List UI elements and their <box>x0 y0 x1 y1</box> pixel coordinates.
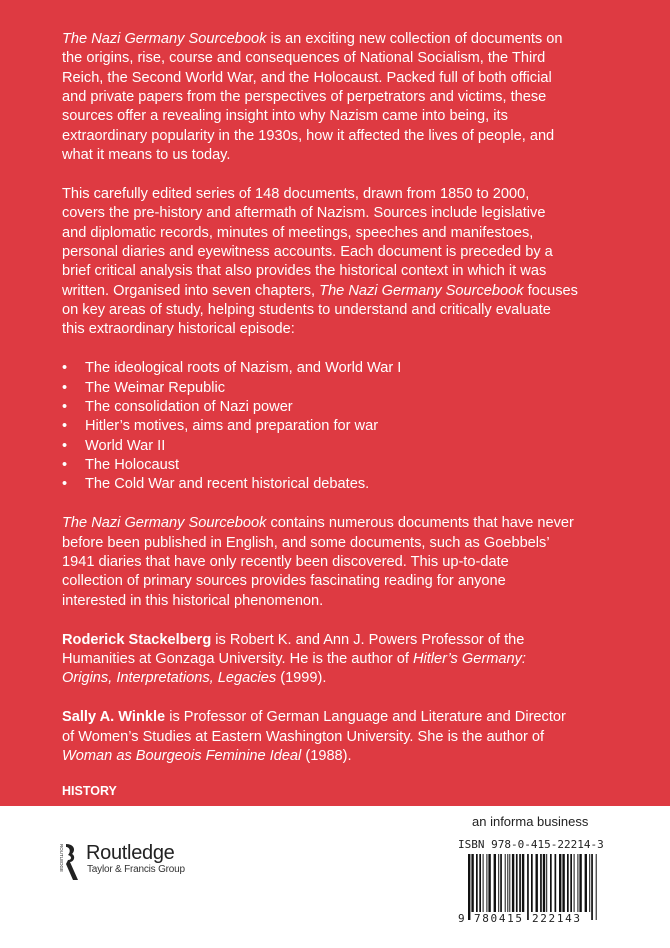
barcode-bar <box>507 854 508 912</box>
isbn-label: ISBN 978-0-415-22214-3 <box>458 838 604 851</box>
text-line <box>62 514 642 533</box>
barcode-bar <box>500 854 502 912</box>
cover-photo-credit: Cover photo: “Nazi Rally” © Popperfoto <box>62 824 245 837</box>
informa-tagline: an informa business <box>472 814 589 829</box>
text-line <box>62 224 642 243</box>
paragraph <box>62 514 642 611</box>
text-line <box>62 669 642 688</box>
text-segment: covers the pre-history and aftermath of Nazism. Sources include legislative <box>62 205 546 222</box>
text-segment: The Nazi Germany Sourcebook <box>62 515 267 532</box>
text-segment: collection of primary sources provides fascinating reading for anyone <box>62 573 506 590</box>
text-segment: brief critical analysis that also provides the historical context in which it was <box>62 263 547 280</box>
text-line <box>62 146 642 165</box>
barcode-bar <box>527 854 529 920</box>
routledge-logo-icon <box>56 842 82 882</box>
text-segment: Reich, the Second World War, and the Holocaust. Packed full of both official <box>62 69 552 86</box>
text-line <box>62 553 642 572</box>
text-segment: and private papers from the perspectives of perpetrators and victims, these <box>62 89 547 106</box>
text-line <box>62 708 642 727</box>
text-segment: on key areas of study, helping students to understand and critically evaluate <box>62 302 551 319</box>
text-segment: Sally A. Winkle <box>62 709 166 726</box>
barcode-bar <box>555 854 557 912</box>
barcode-bar <box>550 854 552 912</box>
barcode-bar <box>574 854 575 912</box>
barcode-bar <box>567 854 569 912</box>
barcode-bar <box>486 854 487 912</box>
text-segment: written. Organised into seven chapters, <box>62 282 320 299</box>
text-segment: what it means to us today. <box>62 147 231 164</box>
barcode-bar <box>479 854 481 912</box>
text-segment: personal diaries and eyewitness accounts. Each document is preceded by a <box>62 244 553 261</box>
barcode-bar <box>531 854 533 912</box>
barcode-bar <box>596 854 597 920</box>
barcode-bar <box>494 854 496 912</box>
text-line <box>62 534 642 553</box>
text-segment: of Women’s Studies at Eastern Washington University. She is the author of <box>62 728 545 745</box>
text-line <box>62 243 642 262</box>
text-segment: (1999). <box>276 670 327 687</box>
chapter-item: • World War II <box>62 437 642 456</box>
chapter-item: • The consolidation of Nazi power <box>62 398 642 417</box>
text-segment: 1941 diaries that have only recently been discovered. This up-to-date <box>62 554 509 571</box>
text-line <box>62 282 642 301</box>
text-segment: Hitler’s Germany: <box>412 651 526 667</box>
barcode-bar <box>512 854 514 912</box>
text-line <box>62 107 642 126</box>
chapter-list <box>62 359 642 494</box>
chapter-item: • The Cold War and recent historical debates. <box>62 475 642 494</box>
chapter-item: • The ideological roots of Nazism, and World War I <box>62 359 642 378</box>
chapter-item: • The Holocaust <box>62 456 642 475</box>
routledge-logo <box>56 842 185 882</box>
barcode-bar <box>579 854 581 912</box>
text-segment: is Professor of German Language and Literature and Director <box>165 709 566 726</box>
svg-text:ROUTLEDGE: ROUTLEDGE <box>59 844 64 873</box>
publisher-name: Routledge <box>86 842 175 864</box>
barcode-bar <box>516 854 518 912</box>
text-segment: the origins, rise, course and consequences of National Socialism, the Third <box>62 50 546 67</box>
barcode-bar <box>519 854 521 912</box>
text-segment: is Robert K. and Ann J. Powers Professor of the <box>211 631 525 648</box>
barcode-bar <box>585 854 587 912</box>
paragraph <box>62 30 642 165</box>
barcode-bar <box>540 854 542 912</box>
text-segment: This carefully edited series of 148 documents, drawn from 1850 to 2000, <box>62 186 530 202</box>
text-segment: extraordinary popularity in the 1930s, how it affected the lives of people, and <box>62 127 555 144</box>
text-segment: this extraordinary historical episode: <box>62 321 295 338</box>
barcode-bar <box>577 854 578 912</box>
isbn-barcode <box>458 854 598 924</box>
text-segment: (1988). <box>301 747 352 764</box>
text-line <box>62 301 642 320</box>
text-line <box>62 592 642 611</box>
text-line <box>62 30 642 49</box>
text-line <box>62 320 642 339</box>
text-line <box>62 747 642 766</box>
barcode-group2: 222143 <box>532 912 580 924</box>
barcode-bar <box>546 854 547 912</box>
subject-category: HISTORY <box>62 783 117 798</box>
barcode-bar <box>476 854 478 912</box>
text-line <box>62 262 642 281</box>
text-segment: Humanities at Gonzaga University. He is the author of <box>62 651 413 667</box>
text-segment: focuses <box>523 282 578 299</box>
text-line <box>62 49 642 68</box>
barcode-bar <box>570 854 572 912</box>
barcode-bar <box>509 854 510 912</box>
text-segment: Woman as Bourgeois Feminine Ideal <box>62 747 302 764</box>
text-segment: Roderick Stackelberg <box>62 631 212 648</box>
barcode-bar <box>559 854 561 912</box>
cover-text <box>62 30 642 841</box>
text-line <box>62 631 642 650</box>
barcode-bar <box>562 854 564 912</box>
text-line <box>62 650 642 669</box>
barcode-bar <box>505 854 506 912</box>
barcode-bar <box>468 854 470 920</box>
text-segment: The Nazi Germany Sourcebook <box>319 282 524 299</box>
barcode-bar <box>591 854 593 920</box>
text-segment: Origins, Interpretations, Legacies <box>62 670 277 687</box>
text-segment: The Nazi Germany Sourcebook <box>62 31 267 47</box>
publisher-group: Taylor & Francis Group <box>87 864 185 875</box>
text-segment: interested in this historical phenomenon. <box>62 592 324 609</box>
closing-text <box>62 514 642 766</box>
text-segment: sources offer a revealing insight into why Nazism came into being, its <box>62 108 508 125</box>
barcode-bar <box>471 854 473 912</box>
text-line <box>62 204 642 223</box>
barcode-bar <box>522 854 524 912</box>
paragraph <box>62 631 642 689</box>
barcode-bar <box>543 854 545 912</box>
barcode-group1: 780415 <box>474 912 522 924</box>
chapter-item: • The Weimar Republic <box>62 379 642 398</box>
text-line <box>62 88 642 107</box>
text-line <box>62 728 642 747</box>
barcode-bar <box>536 854 538 912</box>
text-segment: before been published in English, and some documents, such as Goebbels’ <box>62 534 550 551</box>
chapter-item: • Hitler’s motives, aims and preparation for war <box>62 417 642 436</box>
text-line <box>62 127 642 146</box>
text-segment: and diplomatic records, minutes of meetings, speeches and manifestoes, <box>62 224 534 241</box>
text-segment: contains numerous documents that have never <box>266 515 574 532</box>
description <box>62 30 642 340</box>
paragraph <box>62 708 642 766</box>
paragraph <box>62 185 642 340</box>
barcode-bar <box>483 854 484 912</box>
barcode-bar <box>589 854 590 912</box>
text-line <box>62 185 642 204</box>
text-line <box>62 69 642 88</box>
barcode-bar <box>498 854 499 912</box>
barcode-first-digit: 9 <box>458 912 465 924</box>
text-line <box>62 572 642 591</box>
barcode-bar <box>488 854 490 912</box>
text-segment: is an exciting new collection of documents on <box>266 31 563 47</box>
